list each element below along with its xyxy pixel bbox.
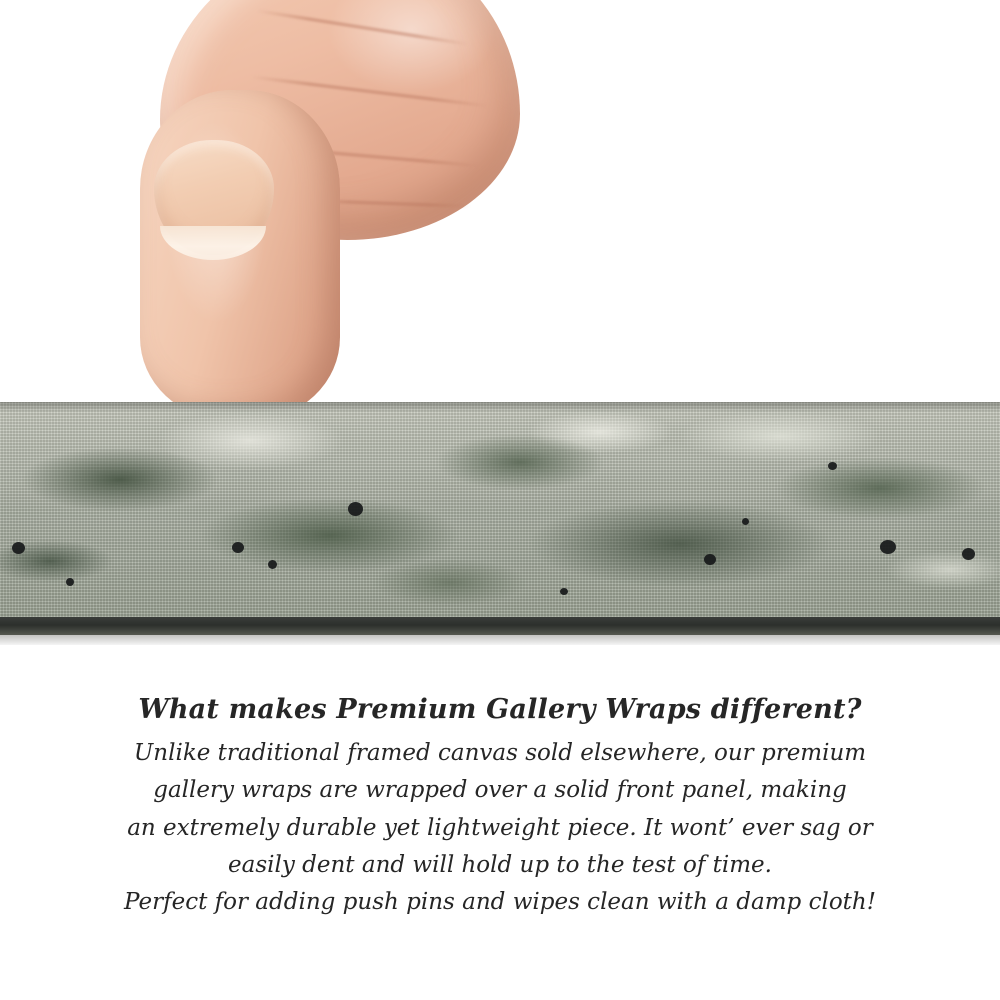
- caption-body: [0, 735, 1000, 921]
- paint-speck: [12, 542, 25, 554]
- paint-speck: [268, 560, 277, 569]
- caption-title: What makes Premium Gallery Wraps different?: [138, 694, 862, 725]
- canvas-drop-shadow: [0, 635, 1000, 645]
- canvas-wrap-dark-edge: [0, 617, 1000, 635]
- caption-line: Unlike traditional framed canvas sold elsewhere, our premium: [133, 740, 867, 767]
- paint-speck: [232, 542, 244, 553]
- caption-line: Perfect for adding push pins and wipes clean with a damp cloth!: [124, 889, 876, 916]
- paint-speck: [742, 518, 749, 525]
- paint-speck: [828, 462, 837, 470]
- caption-line: an extremely durable yet lightweight piece. It wont’ ever sag or: [127, 814, 873, 841]
- paint-speck: [880, 540, 896, 554]
- paint-speck: [66, 578, 74, 586]
- caption-line: gallery wraps are wrapped over a solid front panel, making: [153, 777, 847, 804]
- paint-speck: [348, 502, 363, 516]
- canvas-wrap-edge: [0, 402, 1000, 645]
- canvas-wrap-artwork-face: [0, 402, 1000, 617]
- caption-block: [0, 690, 1000, 921]
- knuckle-crease: [256, 9, 469, 46]
- canvas-top-shadow: [0, 402, 1000, 412]
- hand-pressing-canvas: [120, 0, 540, 440]
- paint-speck: [962, 548, 975, 560]
- caption-line: easily dent and will hold up to the test of time.: [228, 851, 772, 878]
- paint-speck: [704, 554, 716, 565]
- paint-speck: [560, 588, 568, 595]
